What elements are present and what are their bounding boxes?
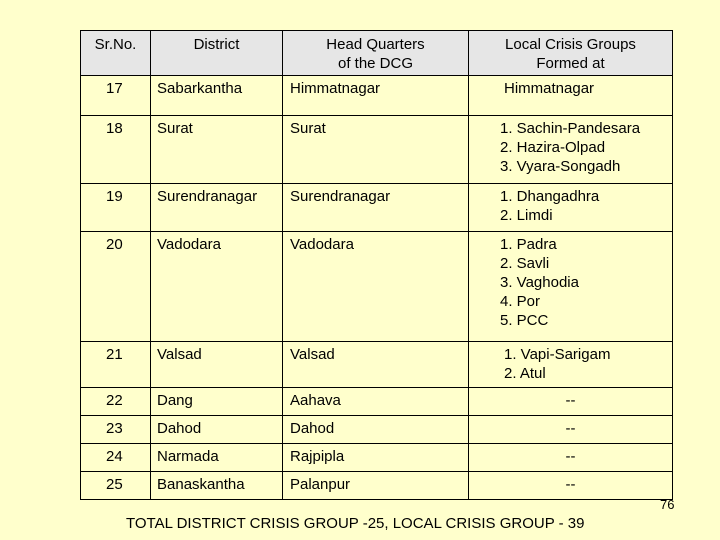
cell-local-crisis-groups xyxy=(469,416,673,444)
crisis-group-item: 2. Limdi xyxy=(500,207,553,224)
cell-sr-no: 22 xyxy=(81,388,151,416)
table-row xyxy=(81,416,673,444)
crisis-group-item: 2. Hazira-Olpad xyxy=(500,139,606,156)
crisis-group-item: 1. Dhangadhra xyxy=(500,188,600,205)
crisis-group-item: 2. Savli xyxy=(500,255,550,272)
page-number: 76 xyxy=(660,497,675,512)
crisis-group-item: 4. Por xyxy=(500,293,541,310)
crisis-group-item: -- xyxy=(565,420,576,437)
cell-sr-no: 24 xyxy=(81,444,151,472)
table-row xyxy=(81,342,673,388)
cell-sr-no: 17 xyxy=(81,76,151,116)
table-row xyxy=(81,232,673,342)
crisis-group-item: Himmatnagar xyxy=(504,80,595,97)
header-sr-no: Sr.No. xyxy=(81,31,151,76)
cell-sr-no: 23 xyxy=(81,416,151,444)
crisis-group-item: 1. Vapi-Sarigam xyxy=(504,346,611,363)
crisis-group-item: 3. Vaghodia xyxy=(500,274,579,291)
cell-local-crisis-groups xyxy=(469,184,673,232)
table-row xyxy=(81,116,673,184)
cell-head-quarters: Surat xyxy=(283,116,469,184)
cell-district: Vadodara xyxy=(151,232,283,342)
cell-sr-no: 18 xyxy=(81,116,151,184)
cell-sr-no: 21 xyxy=(81,342,151,388)
cell-sr-no: 25 xyxy=(81,472,151,500)
header-district: District xyxy=(151,31,283,76)
cell-district: Banaskantha xyxy=(151,472,283,500)
crisis-group-item: 1. Sachin-Pandesara xyxy=(500,120,641,137)
header-head-quarters: Head Quarters of the DCG xyxy=(283,31,469,76)
cell-district: Surendranagar xyxy=(151,184,283,232)
crisis-group-item: 3. Vyara-Songadh xyxy=(500,158,621,175)
cell-local-crisis-groups xyxy=(469,472,673,500)
cell-head-quarters: Aahava xyxy=(283,388,469,416)
table-row xyxy=(81,184,673,232)
cell-local-crisis-groups xyxy=(469,232,673,342)
header-local-crisis-groups: Local Crisis Groups Formed at xyxy=(469,31,673,76)
table-header-row xyxy=(81,31,673,76)
crisis-groups-table xyxy=(80,30,673,500)
cell-head-quarters: Valsad xyxy=(283,342,469,388)
cell-local-crisis-groups xyxy=(469,76,673,116)
crisis-group-item: 1. Padra xyxy=(500,236,557,253)
cell-district: Sabarkantha xyxy=(151,76,283,116)
cell-local-crisis-groups xyxy=(469,388,673,416)
cell-district: Dang xyxy=(151,388,283,416)
table-row xyxy=(81,472,673,500)
crisis-group-item: -- xyxy=(565,392,576,409)
cell-sr-no: 20 xyxy=(81,232,151,342)
crisis-group-item: -- xyxy=(565,448,576,465)
cell-district: Surat xyxy=(151,116,283,184)
table-row xyxy=(81,388,673,416)
cell-sr-no: 19 xyxy=(81,184,151,232)
cell-head-quarters: Vadodara xyxy=(283,232,469,342)
cell-head-quarters: Surendranagar xyxy=(283,184,469,232)
table-row xyxy=(81,444,673,472)
cell-local-crisis-groups xyxy=(469,342,673,388)
cell-local-crisis-groups xyxy=(469,116,673,184)
total-summary: TOTAL DISTRICT CRISIS GROUP -25, LOCAL CRISIS GROUP - 39 xyxy=(126,515,585,532)
cell-head-quarters: Himmatnagar xyxy=(283,76,469,116)
cell-head-quarters: Rajpipla xyxy=(283,444,469,472)
table-row xyxy=(81,76,673,116)
cell-local-crisis-groups xyxy=(469,444,673,472)
cell-district: Narmada xyxy=(151,444,283,472)
crisis-group-item: -- xyxy=(565,476,576,493)
cell-district: Dahod xyxy=(151,416,283,444)
crisis-group-item: 2. Atul xyxy=(504,365,546,382)
cell-district: Valsad xyxy=(151,342,283,388)
cell-head-quarters: Dahod xyxy=(283,416,469,444)
crisis-group-item: 5. PCC xyxy=(500,312,549,329)
cell-head-quarters: Palanpur xyxy=(283,472,469,500)
